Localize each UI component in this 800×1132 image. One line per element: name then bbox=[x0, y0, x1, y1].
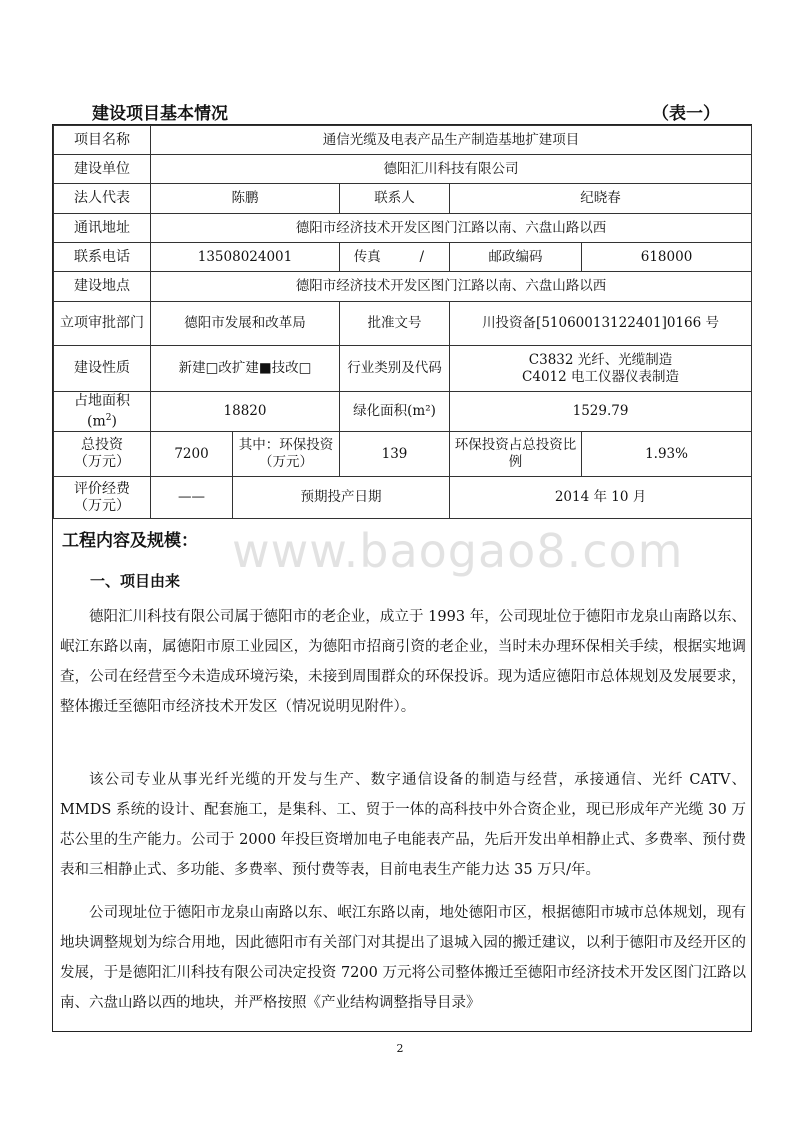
contact-value: 纪晓春 bbox=[450, 184, 752, 214]
unit-label: 建设单位 bbox=[54, 155, 151, 184]
area-label: 占地面积 bbox=[74, 392, 130, 409]
approval-dept-value: 德阳市发展和改革局 bbox=[151, 302, 340, 346]
prod-date-label: 预期投产日期 bbox=[233, 477, 450, 519]
fax-cell bbox=[340, 243, 450, 272]
address-label: 通讯地址 bbox=[54, 214, 151, 243]
approval-no-label: 批准文号 bbox=[340, 302, 450, 346]
approval-dept-label: 立项审批部门 bbox=[54, 302, 151, 346]
unit-value: 德阳汇川科技有限公司 bbox=[151, 155, 752, 184]
green-value: 1529.79 bbox=[450, 392, 752, 432]
table-row bbox=[54, 126, 752, 155]
paragraph-3: 公司现址位于德阳市龙泉山南路以东、岷江东路以南，地处德阳市区，根据德阳市城市总体规划，现有地块调整规划为综合用地，因此德阳市有关部门对其提出了退城入园的搬迁建议，以利于德阳市及经开区的发展，于是德阳汇川科技有限公司决定投资 7200 万元将公司整体搬迁至德阳市经济技术开发区图门江路以南、六盘山路以西的地块，并严格按照《产业结构调整指导目录》 bbox=[60, 905, 746, 1011]
area-value: 18820 bbox=[151, 392, 340, 432]
phone-label: 联系电话 bbox=[54, 243, 151, 272]
site-label: 建设地点 bbox=[54, 272, 151, 302]
industry-value bbox=[450, 346, 752, 392]
watermark: www.baogao8.com bbox=[232, 524, 684, 578]
eval-fee-label-cell bbox=[54, 477, 151, 519]
industry-line-2: C4012 电工仪器仪表制造 bbox=[522, 368, 680, 385]
area-unit-suffix: ) bbox=[111, 413, 117, 430]
industry-label: 行业类别及代码 bbox=[340, 346, 450, 392]
address-value: 德阳市经济技术开发区图门江路以南、六盘山路以西 bbox=[151, 214, 752, 243]
nature-label: 建设性质 bbox=[54, 346, 151, 392]
document-title: 建设项目基本情况 bbox=[92, 104, 228, 124]
env-invest-value: 139 bbox=[340, 432, 450, 477]
legal-rep-label: 法人代表 bbox=[54, 184, 151, 214]
prod-date-value: 2014 年 10 月 bbox=[450, 477, 752, 519]
table-row bbox=[54, 272, 752, 302]
postcode-value: 618000 bbox=[582, 243, 752, 272]
table-row bbox=[54, 392, 752, 432]
page-number: 2 bbox=[396, 1042, 404, 1055]
green-label: 绿化面积(m²) bbox=[340, 392, 450, 432]
table-row bbox=[54, 243, 752, 272]
nature-value: 新建□改扩建■技改□ bbox=[151, 346, 340, 392]
postcode-label: 邮政编码 bbox=[450, 243, 582, 272]
eval-fee-value: —— bbox=[151, 477, 233, 519]
table-tag: （表一） bbox=[652, 104, 720, 124]
invest-label: 总投资 bbox=[81, 437, 123, 453]
table-row bbox=[54, 302, 752, 346]
area-unit-sup: 2 bbox=[105, 412, 112, 423]
table-row bbox=[54, 477, 752, 519]
eval-fee-label: 评价经费 bbox=[74, 480, 130, 497]
basic-info-table bbox=[53, 125, 752, 519]
fax-label: 传真 bbox=[353, 248, 381, 265]
table-row bbox=[54, 432, 752, 477]
fax-value: / bbox=[419, 248, 425, 265]
paragraph-2: 该公司专业从事光纤光缆的开发与生产、数字通信设备的制造与经营，承接通信、光纤 CATV、MMDS 系统的设计、配套施工，是集科、工、贸于一体的高科技中外合资企业，现已形成年产光缆 30 万芯公里的生产能力。公司于 2000 年投巨资增加电子电能表产品，先后开发出单相静止式、多费率、预付费表和三相静止式、多功能、多费率、预付费等表，目前电表生产能力达 35 万只/年。 bbox=[60, 772, 746, 878]
table-row bbox=[54, 184, 752, 214]
phone-value: 13508024001 bbox=[151, 243, 340, 272]
area-label-cell bbox=[54, 392, 151, 432]
contact-label: 联系人 bbox=[340, 184, 450, 214]
env-invest-label: 其中：环保投资（万元） bbox=[233, 432, 340, 477]
project-name-label: 项目名称 bbox=[54, 126, 151, 155]
industry-line-1: C3832 光纤、光缆制造 bbox=[528, 351, 673, 368]
site-value: 德阳市经济技术开发区图门江路以南、六盘山路以西 bbox=[151, 272, 752, 302]
table-row bbox=[54, 346, 752, 392]
subsection-title: 一、项目由来 bbox=[90, 572, 181, 590]
table-row bbox=[54, 214, 752, 243]
eval-fee-unit: （万元） bbox=[74, 497, 130, 514]
approval-no-value: 川投资备[51060013122401]0166 号 bbox=[450, 302, 752, 346]
invest-label-cell bbox=[54, 432, 151, 477]
area-unit bbox=[57, 410, 147, 431]
legal-rep-value: 陈鹏 bbox=[151, 184, 340, 214]
invest-unit: （万元） bbox=[74, 454, 130, 470]
env-ratio-value: 1.93% bbox=[582, 432, 752, 477]
paragraph-1: 德阳汇川科技有限公司属于德阳市的老企业，成立于 1993 年，公司现址位于德阳市龙泉山南路以东、岷江东路以南，属德阳市原工业园区，为德阳市招商引资的老企业，当时未办理环保相关手续，根据实地调查，公司在经营至今未造成环境污染，未接到周围群众的环保投诉。现为适应德阳市总体规划及发展要求，整体搬迁至德阳市经济技术开发区（情况说明见附件）。 bbox=[60, 609, 746, 715]
table-row bbox=[54, 155, 752, 184]
invest-value: 7200 bbox=[151, 432, 233, 477]
section-title: 工程内容及规模： bbox=[62, 531, 198, 551]
env-ratio-label: 环保投资占总投资比例 bbox=[450, 432, 582, 477]
project-name-value: 通信光缆及电表产品生产制造基地扩建项目 bbox=[151, 126, 752, 155]
area-unit-prefix: (m bbox=[87, 413, 106, 430]
